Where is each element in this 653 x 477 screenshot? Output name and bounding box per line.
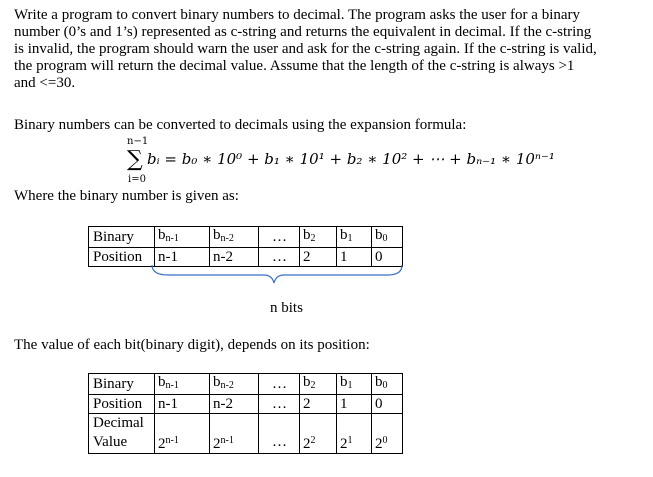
bit-cell: $b_0$ [372, 374, 403, 395]
value-text: The value of each bit(binary digit), depends on its position: [14, 337, 370, 353]
position-cell: 0 [372, 395, 403, 414]
row-label: Binary [89, 374, 155, 395]
ellipsis-cell: … [259, 248, 300, 267]
bit-cell: $b_{n-2}$ [210, 227, 259, 248]
ellipsis-cell: … [259, 227, 300, 248]
bit-cell: $b_2$ [300, 374, 337, 395]
value-cell: 2$^{n-1}$ [210, 432, 259, 454]
curly-brace-icon [88, 263, 418, 293]
where-text: Where the binary number is given as: [14, 188, 239, 204]
bit-cell: $b_{n-1}$ [155, 374, 210, 395]
bit-cell: $b_1$ [337, 227, 372, 248]
problem-line: and <=30. [14, 75, 76, 91]
bit-cell: $b_1$ [337, 374, 372, 395]
position-cell: 2 [300, 395, 337, 414]
position-cell: 2 [300, 248, 337, 267]
row-label: Position [89, 248, 155, 267]
binary-position-table [88, 226, 403, 267]
sigma-symbol: ∑ [127, 147, 143, 172]
value-cell: $2^1$ [337, 432, 372, 454]
value-cell [372, 414, 403, 433]
n-bits-label: n bits [270, 300, 303, 316]
bit-cell: $b_{n-1}$ [155, 227, 210, 248]
bit-cell: $b_0$ [372, 227, 403, 248]
expansion-formula [127, 136, 555, 189]
table-row [89, 227, 403, 248]
ellipsis-cell: … [259, 395, 300, 414]
problem-line: the program will return the decimal value. Assume that the length of the c-string is always >1 [14, 58, 575, 74]
table-row [89, 395, 403, 414]
bit-cell: $b_{n-2}$ [210, 374, 259, 395]
row-label: Value [89, 432, 155, 454]
table-row [89, 414, 403, 433]
position-cell: n-1 [155, 248, 210, 267]
row-label: Binary [89, 227, 155, 248]
position-cell: 1 [337, 395, 372, 414]
value-cell [300, 414, 337, 433]
ellipsis-cell: … [259, 374, 300, 395]
binary-value-table [88, 373, 403, 454]
problem-line: Write a program to convert binary numbers to decimal. The program asks the user for a binary [14, 7, 581, 23]
problem-line: number (0’s and 1’s) represented as c-string and returns the equivalent in decimal. If the c-string [14, 24, 592, 40]
value-cell [155, 414, 210, 433]
problem-line: is invalid, the program should warn the user and ask for the c-string again. If the c-string is valid, [14, 41, 597, 57]
value-cell: $2^2$ [300, 432, 337, 454]
value-cell [259, 414, 300, 433]
problem-statement [14, 7, 639, 92]
row-label: Decimal [89, 414, 155, 433]
ellipsis-cell: … [259, 432, 300, 454]
position-cell: n-1 [155, 395, 210, 414]
value-cell: 2$^{n-1}$ [155, 432, 210, 454]
table-row [89, 374, 403, 395]
value-cell: $2^0$ [372, 432, 403, 454]
table-row [89, 432, 403, 454]
value-cell [337, 414, 372, 433]
formula-expression: bᵢ = b₀ ∗ 10⁰ + b₁ ∗ 10¹ + b₂ ∗ 10² + ⋯ + bₙ₋₁ ∗ 10ⁿ⁻¹ [147, 150, 555, 168]
bit-cell: $b_2$ [300, 227, 337, 248]
sum-lower-limit: i=0 [128, 174, 146, 185]
row-label: Position [89, 395, 155, 414]
expansion-intro: Binary numbers can be converted to decimals using the expansion formula: [14, 117, 467, 133]
value-cell [210, 414, 259, 433]
position-cell: 1 [337, 248, 372, 267]
sum-upper-limit: n−1 [127, 136, 149, 147]
position-cell: 0 [372, 248, 403, 267]
position-cell: n-2 [210, 395, 259, 414]
position-cell: n-2 [210, 248, 259, 267]
